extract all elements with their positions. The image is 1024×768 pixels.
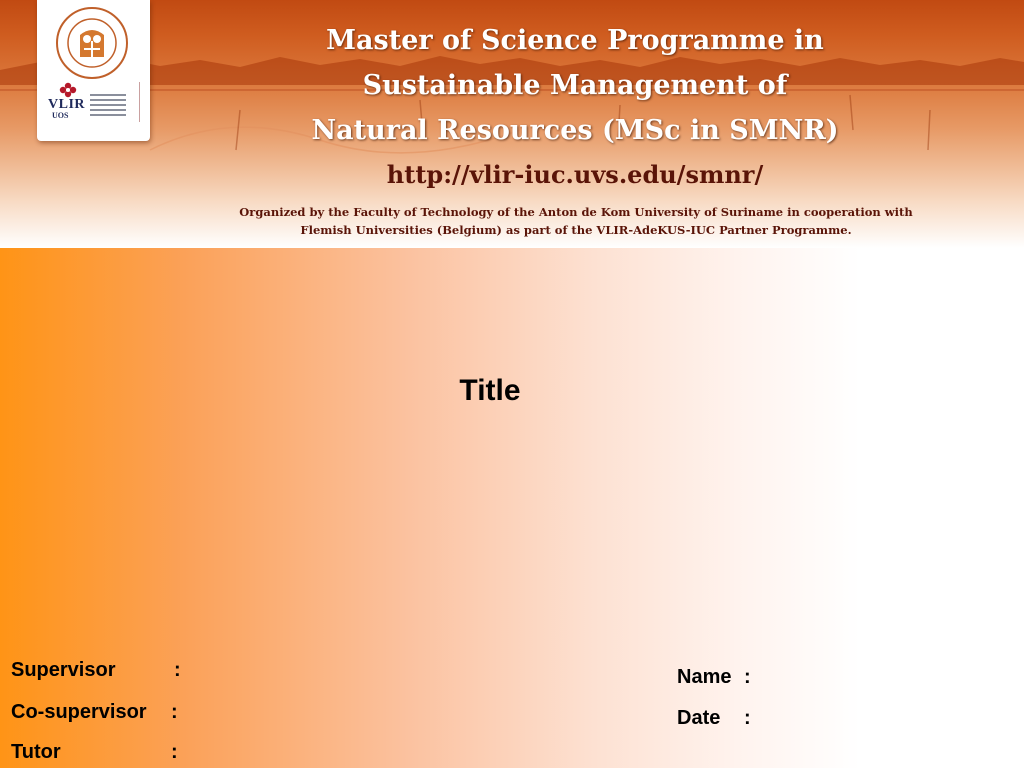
tutor-label: Tutor	[11, 741, 61, 763]
organizer-note	[170, 203, 982, 239]
programme-title-line-1: Master of Science Programme in	[326, 25, 824, 56]
co-supervisor-colon: :	[171, 701, 178, 723]
header-banner	[0, 0, 1024, 248]
slide-title: Title	[459, 374, 521, 407]
date-field	[677, 707, 751, 730]
slide-body	[0, 248, 1024, 768]
uos-wordmark: UOS	[52, 111, 69, 120]
date-colon: :	[744, 707, 751, 729]
logo-card	[37, 0, 150, 141]
tutor-field	[11, 741, 178, 764]
supervisor-label: Supervisor	[11, 659, 116, 681]
logo-divider	[139, 82, 140, 122]
supervisor-field	[11, 659, 181, 682]
vlir-flower-icon	[59, 82, 77, 98]
name-field	[677, 666, 751, 689]
name-label: Name	[677, 666, 732, 688]
supervisor-colon: :	[174, 659, 181, 681]
programme-title	[265, 18, 885, 153]
vlir-wordmark: VLIR	[48, 97, 86, 112]
programme-url: http://vlir-iuc.uvs.edu/smnr/	[386, 160, 764, 189]
co-supervisor-field	[11, 701, 178, 724]
programme-title-line-2: Sustainable Management of	[362, 70, 788, 101]
university-seal-logo	[54, 5, 130, 81]
tutor-colon: :	[171, 741, 178, 763]
organizer-note-line-1: Organized by the Faculty of Technology of the Anton de Kom University of Suriname in cooperation with	[239, 205, 913, 219]
co-supervisor-label: Co-supervisor	[11, 701, 147, 723]
programme-title-line-3: Natural Resources (MSc in SMNR)	[311, 115, 839, 146]
date-label: Date	[677, 707, 721, 729]
organizer-note-line-2: Flemish Universities (Belgium) as part of the VLIR-AdeKUS-IUC Partner Programme.	[300, 223, 852, 237]
name-colon: :	[744, 666, 751, 688]
vlir-tagline-graphic	[90, 94, 126, 119]
